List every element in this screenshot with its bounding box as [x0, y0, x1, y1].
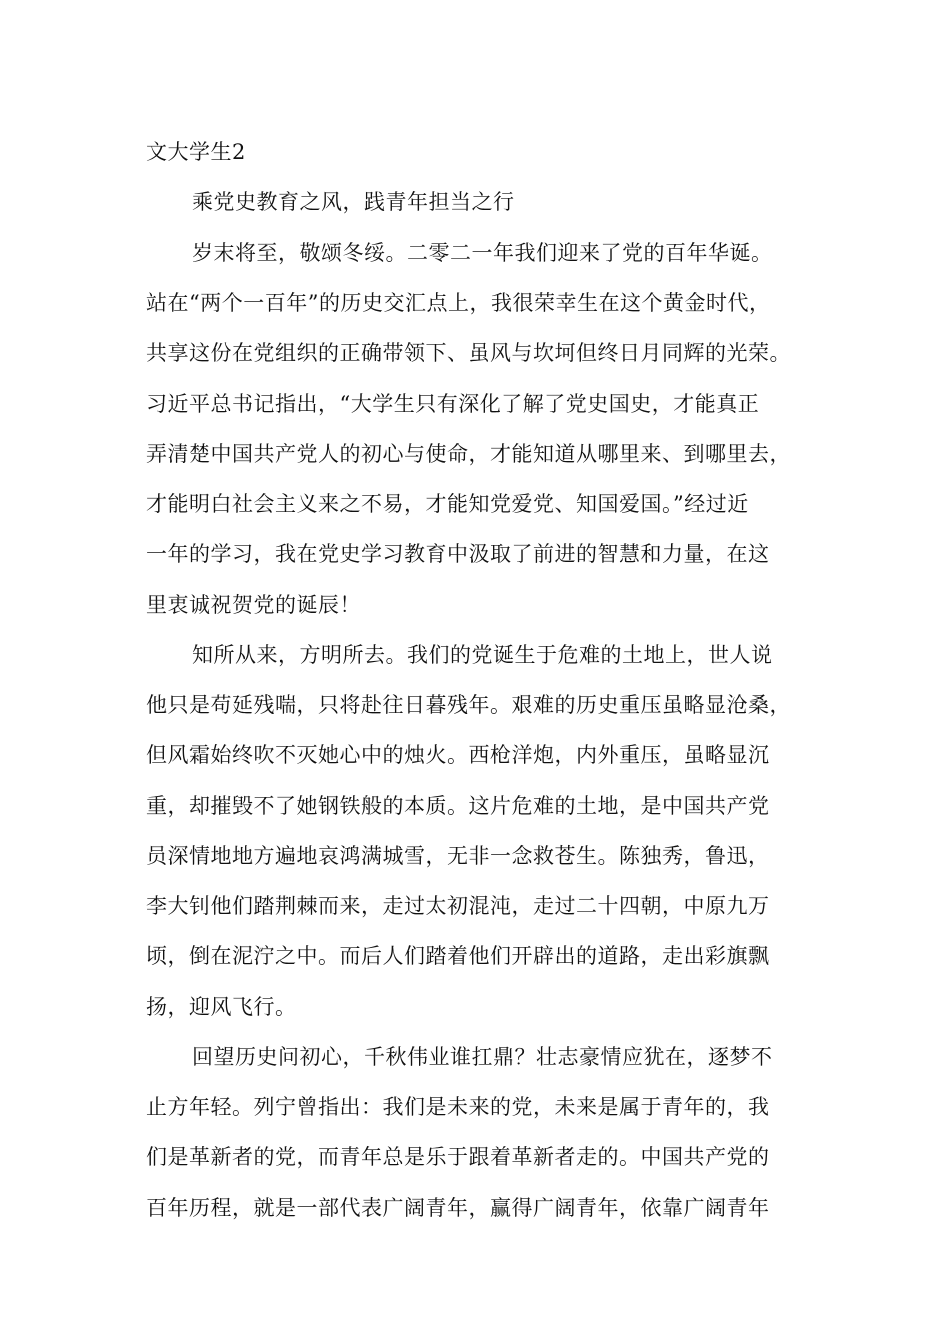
paragraph-1-line: 岁末将至，敬颂冬绥。二零二一年我们迎来了党的百年华诞。	[192, 241, 773, 265]
paragraph-1-line: 习近平总书记指出，“大学生只有深化了解了党史国史，才能真正	[146, 392, 760, 416]
paragraph-2-line: 员深情地地方遍地哀鸿满城雪，无非一念救苍生。陈独秀，鲁迅，	[146, 844, 770, 868]
paragraph-2-line: 重，却摧毁不了她钢铁般的本质。这片危难的土地，是中国共产党	[146, 794, 770, 818]
paragraph-2-line: 他只是苟延残喘，只将赴往日暮残年。艰难的历史重压虽略显沧桑，	[146, 693, 791, 717]
paragraph-1-line: 里衷诚祝贺党的诞辰！	[146, 593, 361, 617]
paragraph-3-line: 止方年轻。列宁曾指出：我们是未来的党，未来是属于青年的，我	[146, 1095, 770, 1119]
document-heading: 文大学生2	[146, 140, 246, 164]
paragraph-1-line: 弄清楚中国共产党人的初心与使命，才能知道从哪里来、到哪里去，	[146, 442, 791, 466]
paragraph-2-line: 扬，迎风飞行。	[146, 995, 297, 1019]
paragraph-1-line: 共享这份在党组织的正确带领下、虽风与坎坷但终日月同辉的光荣。	[146, 341, 791, 365]
paragraph-3-line: 回望历史问初心，千秋伟业谁扛鼎？壮志豪情应犹在，逐梦不	[192, 1045, 773, 1069]
paragraph-3-line: 百年历程，就是一部代表广阔青年，赢得广阔青年，依靠广阔青年	[146, 1196, 770, 1220]
paragraph-2-line: 顷，倒在泥泞之中。而后人们踏着他们开辟出的道路，走出彩旗飘	[146, 944, 770, 968]
paragraph-2-line: 但风霜始终吹不灭她心中的烛火。西枪洋炮，内外重压，虽略显沉	[146, 743, 770, 767]
paragraph-2-line: 李大钊他们踏荆棘而来，走过太初混沌，走过二十四朝，中原九万	[146, 894, 770, 918]
paragraph-2-line: 知所从来，方明所去。我们的党诞生于危难的土地上，世人说	[192, 643, 773, 667]
document-title: 乘党史教育之风，践青年担当之行	[192, 190, 515, 214]
paragraph-3-line: 们是革新者的党，而青年总是乐于跟着革新者走的。中国共产党的	[146, 1145, 770, 1169]
paragraph-1-line: 站在“两个一百年”的历史交汇点上，我很荣幸生在这个黄金时代，	[146, 291, 771, 315]
paragraph-1-line: 一年的学习，我在党史学习教育中汲取了前进的智慧和力量，在这	[146, 542, 770, 566]
paragraph-1-line: 才能明白社会主义来之不易，才能知党爱党、知国爱国。”经过近	[146, 492, 749, 516]
